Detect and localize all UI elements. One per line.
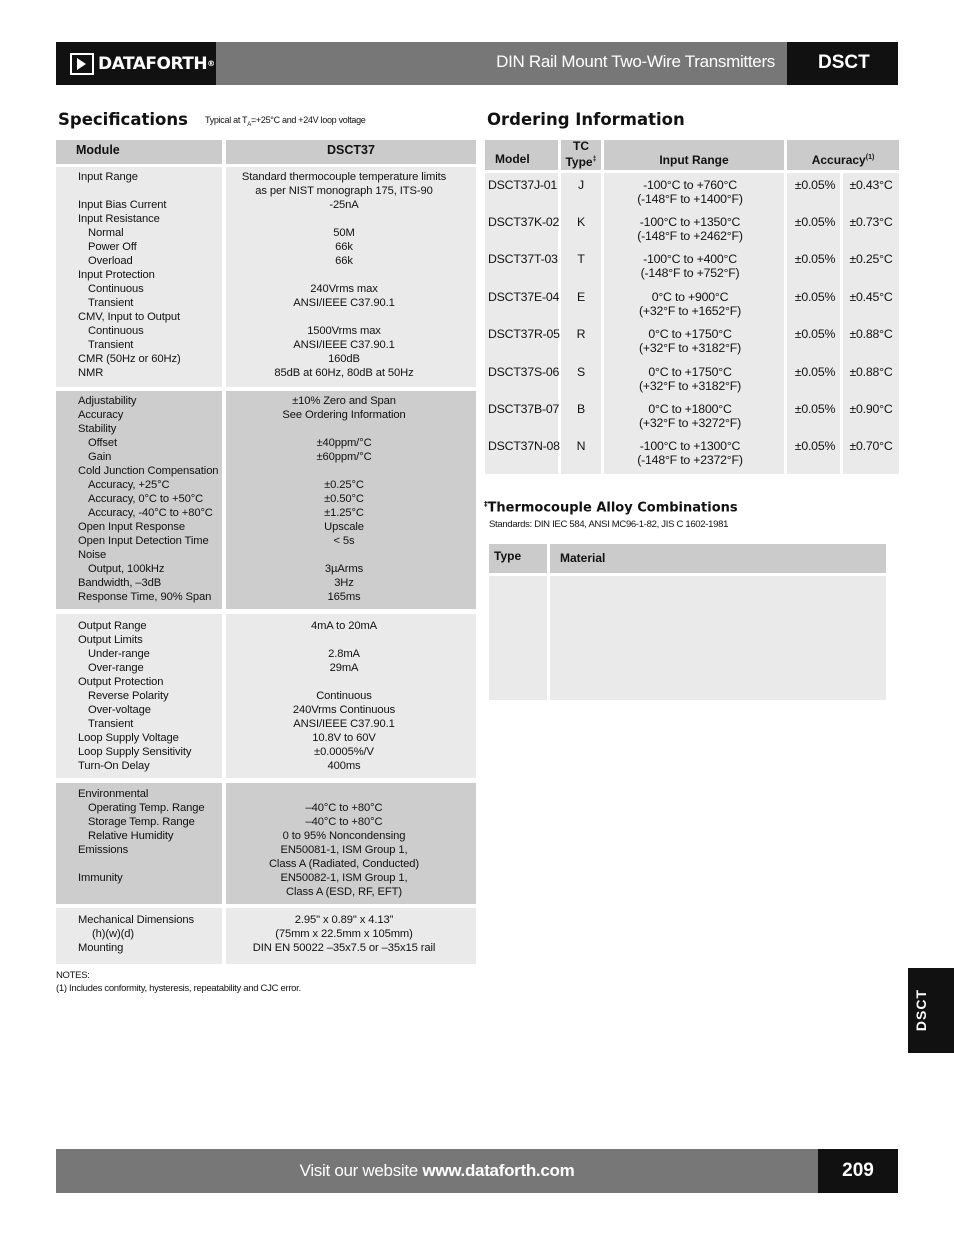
spec-value — [226, 212, 462, 226]
spec-value: ANSI/IEEE C37.90.1 — [293, 718, 395, 730]
ordering-acc-deg: ±0.45°C — [849, 290, 893, 304]
spec-label — [78, 857, 222, 871]
ordering-model: DSCT37J-01 — [488, 178, 558, 192]
ordering-model: DSCT37K-02 — [488, 215, 560, 229]
spec-labels-environmental — [78, 787, 222, 899]
alloy-material-cell — [550, 576, 886, 700]
spec-value: 66k — [335, 241, 353, 253]
spec-value: (75mm x 22.5mm x 105mm) — [275, 928, 413, 940]
alloy-heading: ‡Thermocouple Alloy Combinations — [484, 500, 738, 516]
ordering-tc: R — [576, 327, 586, 341]
spec-value: 160dB — [328, 353, 360, 365]
footer-website-link[interactable]: www.dataforth.com — [422, 1161, 575, 1180]
spec-value: 2.8mA — [328, 648, 360, 660]
spec-label: Overload — [88, 255, 133, 267]
spec-label: Over-range — [88, 662, 144, 674]
table-row — [488, 178, 557, 192]
logo-registered: ® — [207, 59, 215, 68]
spec-label: NMR — [78, 367, 104, 379]
spec-value: 0 to 95% Noncondensing — [282, 830, 406, 842]
spec-value: 165ms — [327, 591, 361, 603]
ordering-model: DSCT37N-08 — [488, 439, 560, 453]
spec-labels-input — [78, 170, 222, 380]
table-row — [488, 327, 560, 341]
spec-label — [78, 184, 222, 198]
ordering-acc-deg: ±0.25°C — [849, 252, 893, 266]
spec-label: Input Resistance — [78, 213, 160, 225]
spec-value: ±0.25°C — [324, 479, 364, 491]
ordering-model: DSCT37T-03 — [488, 252, 558, 266]
spec-value: as per NIST monograph 175, ITS-90 — [255, 185, 433, 197]
spec-label: Cold Junction Compensation — [78, 465, 219, 477]
logo-text: DATAFORTH — [98, 54, 208, 74]
spec-value: See Ordering Information — [282, 409, 406, 421]
ordering-range-c: 0°C to +1750°C — [648, 365, 732, 379]
spec-value: 3µArms — [324, 563, 364, 575]
spec-label: Accuracy, 0°C to +50°C — [88, 493, 204, 505]
ordering-range-f: (+32°F to +3182°F) — [639, 379, 741, 393]
spec-value: 10.8V to 60V — [312, 732, 376, 744]
page-number: 209 — [842, 1160, 874, 1181]
spec-value: Class A (Radiated, Conducted) — [268, 858, 420, 870]
header-title: DIN Rail Mount Two-Wire Transmitters — [496, 52, 775, 71]
alloy-header-type: Type — [489, 544, 547, 573]
spec-label: Normal — [88, 227, 124, 239]
ordering-range — [604, 439, 776, 467]
spec-label: (h)(w)(d) — [92, 928, 134, 940]
spec-label: Transient — [88, 297, 134, 309]
ordering-acc-deg: ±0.90°C — [849, 402, 893, 416]
spec-label: Output, 100kHz — [88, 563, 165, 575]
spec-values-input — [226, 166, 462, 380]
ordering-range — [604, 365, 776, 393]
spec-value: 4mA to 20mA — [310, 620, 378, 632]
spec-label: Offset — [88, 437, 118, 449]
spec-value: DIN EN 50022 –35x7.5 or –35x15 rail — [252, 942, 436, 954]
spec-labels-mechanical — [78, 913, 222, 955]
spec-value: 3Hz — [334, 577, 354, 589]
ordering-range-f: (-148°F to +1400°F) — [637, 192, 743, 206]
ordering-acc-deg: ±0.88°C — [849, 365, 893, 379]
ordering-acc-deg: ±0.43°C — [849, 178, 893, 192]
ordering-tc: E — [576, 290, 585, 304]
spec-value: 85dB at 60Hz, 80dB at 50Hz — [274, 367, 414, 379]
ordering-acc-pct: ±0.05% — [794, 365, 836, 379]
header-product-code: DSCT — [818, 52, 870, 73]
ordering-range — [604, 178, 776, 206]
table-row — [488, 290, 559, 304]
spec-value: Continuous — [316, 690, 372, 702]
spec-value — [226, 422, 462, 436]
spec-value — [226, 633, 462, 647]
spec-value: 240Vrms Continuous — [292, 704, 396, 716]
spec-label: Storage Temp. Range — [88, 816, 195, 828]
ordering-acc-pct: ±0.05% — [794, 439, 836, 453]
spec-label: Open Input Response — [78, 521, 185, 533]
notes-title: NOTES: — [56, 970, 90, 981]
ordering-header-range: Input Range — [604, 140, 784, 170]
spec-label: Power Off — [88, 241, 137, 253]
table-row — [488, 252, 558, 266]
ordering-range-f: (-148°F to +2462°F) — [637, 229, 743, 243]
ordering-range-c: -100°C to +1350°C — [639, 215, 741, 229]
spec-label: Reverse Polarity — [88, 690, 169, 702]
spec-header-module: Module — [56, 140, 222, 164]
ordering-acc-pct: ±0.05% — [794, 327, 836, 341]
spec-label: Operating Temp. Range — [88, 802, 205, 814]
spec-label: Noise — [78, 549, 107, 561]
ordering-range-c: -100°C to +760°C — [643, 178, 737, 192]
spec-label: Input Range — [78, 171, 138, 183]
ordering-range — [604, 402, 776, 430]
side-tab-label: DSCT — [913, 988, 929, 1032]
spec-value: ±0.50°C — [324, 493, 364, 505]
spec-labels-accuracy — [78, 394, 222, 604]
ordering-range-c: 0°C to +1800°C — [648, 402, 732, 416]
spec-label: Input Bias Current — [78, 199, 167, 211]
ordering-range-c: -100°C to +1300°C — [639, 439, 741, 453]
spec-label: Environmental — [78, 788, 149, 800]
dataforth-logo — [56, 42, 216, 85]
spec-label: Loop Supply Voltage — [78, 732, 179, 744]
ordering-range — [604, 215, 776, 243]
spec-label: Bandwidth, –3dB — [78, 577, 162, 589]
dataforth-mark-icon — [70, 53, 94, 75]
spec-value: 2.95" x 0.89" x 4.13” — [294, 914, 394, 926]
ordering-range-f: (-148°F to +752°F) — [640, 266, 740, 280]
spec-label: Adjustability — [78, 395, 137, 407]
spec-value — [226, 787, 462, 801]
ordering-range-f: (+32°F to +3272°F) — [639, 416, 741, 430]
spec-label: Input Protection — [78, 269, 155, 281]
spec-value: 1500Vrms max — [307, 325, 381, 337]
notes-item-1: (1) Includes conformity, hysteresis, repeatability and CJC error. — [56, 983, 301, 994]
ordering-acc-pct: ±0.05% — [794, 290, 836, 304]
spec-value: Upscale — [324, 521, 364, 533]
ordering-acc-pct: ±0.05% — [794, 215, 836, 229]
ordering-tc: T — [577, 252, 585, 266]
spec-value: ±10% Zero and Span — [292, 395, 396, 407]
spec-value: 29mA — [329, 662, 359, 674]
spec-label: Output Limits — [78, 634, 143, 646]
spec-value — [226, 675, 462, 689]
spec-label: Accuracy, +25°C — [88, 479, 170, 491]
spec-label — [78, 885, 222, 899]
spec-label: Continuous — [88, 283, 144, 295]
spec-values-accuracy — [226, 390, 462, 604]
specifications-heading: Specifications — [58, 110, 188, 129]
spec-value: ANSI/IEEE C37.90.1 — [293, 339, 395, 351]
spec-value — [226, 268, 462, 282]
table-row — [488, 402, 559, 416]
ordering-range — [604, 290, 776, 318]
ordering-tc: N — [576, 439, 586, 453]
spec-value: –40°C to +80°C — [305, 816, 383, 828]
spec-label: Immunity — [78, 872, 123, 884]
ordering-tc: J — [578, 178, 584, 192]
spec-values-output — [226, 615, 462, 773]
spec-value: –40°C to +80°C — [305, 802, 383, 814]
spec-values-environmental — [226, 783, 462, 899]
ordering-model: DSCT37B-07 — [488, 402, 560, 416]
spec-label: Accuracy, -40°C to +80°C — [88, 507, 213, 519]
spec-label: Emissions — [78, 844, 129, 856]
spec-label: Over-voltage — [88, 704, 151, 716]
ordering-acc-pct: ±0.05% — [794, 178, 836, 192]
spec-value: 400ms — [327, 760, 361, 772]
ordering-range — [604, 327, 776, 355]
spec-label: Mechanical Dimensions — [78, 914, 195, 926]
ordering-tc: S — [576, 365, 585, 379]
ordering-model: DSCT37S-06 — [488, 365, 560, 379]
spec-value: EN50081-1, ISM Group 1, — [280, 844, 408, 856]
spec-value — [226, 310, 462, 324]
ordering-header-accuracy: Accuracy$^{(1)}$ — [787, 140, 899, 170]
spec-header-model: DSCT37 — [226, 140, 476, 164]
ordering-model: DSCT37E-04 — [488, 290, 560, 304]
spec-label: Transient — [88, 339, 134, 351]
alloy-type-cell — [489, 576, 547, 700]
spec-values-mechanical — [226, 909, 462, 955]
ordering-range-c: 0°C to +900°C — [651, 290, 729, 304]
spec-label: CMV, Input to Output — [78, 311, 181, 323]
spec-value — [226, 464, 462, 478]
spec-label: Under-range — [88, 648, 150, 660]
spec-value: 66k — [335, 255, 353, 267]
alloy-standards: Standards: DIN IEC 584, ANSI MC96-1-82, JIS C 1602-1981 — [489, 519, 729, 530]
spec-label: Relative Humidity — [88, 830, 174, 842]
spec-value: 50M — [333, 227, 355, 239]
alloy-header-material: Material — [550, 544, 886, 573]
ordering-range-c: 0°C to +1750°C — [648, 327, 732, 341]
table-row — [488, 439, 560, 453]
spec-label: CMR (50Hz or 60Hz) — [78, 353, 181, 365]
spec-label: Mounting — [78, 942, 124, 954]
spec-label: Stability — [78, 423, 117, 435]
spec-value: Standard thermocouple temperature limits — [241, 171, 447, 183]
spec-label: Transient — [88, 718, 134, 730]
footer-text: Visit our website www.dataforth.com — [299, 1161, 575, 1180]
ordering-tc: B — [576, 402, 585, 416]
ordering-range-f: (-148°F to +2372°F) — [637, 453, 743, 467]
ordering-model: DSCT37R-05 — [488, 327, 560, 341]
spec-label: Turn-On Delay — [78, 760, 150, 772]
ordering-header-tc: TC Type‡ — [561, 140, 601, 170]
ordering-header-model: Model — [485, 140, 558, 170]
ordering-acc-pct: ±0.05% — [794, 402, 836, 416]
spec-value: Class A (ESD, RF, EFT) — [286, 886, 402, 898]
spec-value: EN50082-1, ISM Group 1, — [280, 872, 408, 884]
ordering-range-c: -100°C to +400°C — [643, 252, 737, 266]
spec-labels-output — [78, 619, 222, 773]
ordering-range — [604, 252, 776, 280]
ordering-tc: K — [576, 215, 585, 229]
ordering-acc-deg: ±0.70°C — [849, 439, 893, 453]
spec-label: Output Protection — [78, 676, 164, 688]
ordering-acc-deg: ±0.88°C — [849, 327, 893, 341]
spec-label: Output Range — [78, 620, 147, 632]
spec-value: < 5s — [333, 535, 355, 547]
spec-value: ±1.25°C — [324, 507, 364, 519]
ordering-heading: Ordering Information — [487, 110, 685, 129]
spec-value: ±40ppm/°C — [316, 437, 372, 449]
spec-value: ±60ppm/°C — [316, 451, 372, 463]
ordering-range-f: (+32°F to +1652°F) — [639, 304, 741, 318]
spec-label: Accuracy — [78, 409, 124, 421]
spec-label: Response Time, 90% Span — [78, 591, 212, 603]
ordering-acc-pct: ±0.05% — [794, 252, 836, 266]
table-row — [488, 365, 559, 379]
spec-label: Loop Supply Sensitivity — [78, 746, 192, 758]
table-row — [488, 215, 559, 229]
spec-value: 240Vrms max — [310, 283, 378, 295]
ordering-acc-deg: ±0.73°C — [849, 215, 893, 229]
ordering-range-f: (+32°F to +3182°F) — [639, 341, 741, 355]
spec-value: -25nA — [329, 199, 359, 211]
spec-value — [226, 548, 462, 562]
spec-label: Open Input Detection Time — [78, 535, 209, 547]
spec-label: Continuous — [88, 325, 144, 337]
spec-value: ±0.0005%/V — [314, 746, 374, 758]
specifications-note: Typical at $T_A=+25^\circ C$ and +24V loop voltage — [205, 115, 366, 128]
spec-value: ANSI/IEEE C37.90.1 — [293, 297, 395, 309]
spec-label: Gain — [88, 451, 112, 463]
